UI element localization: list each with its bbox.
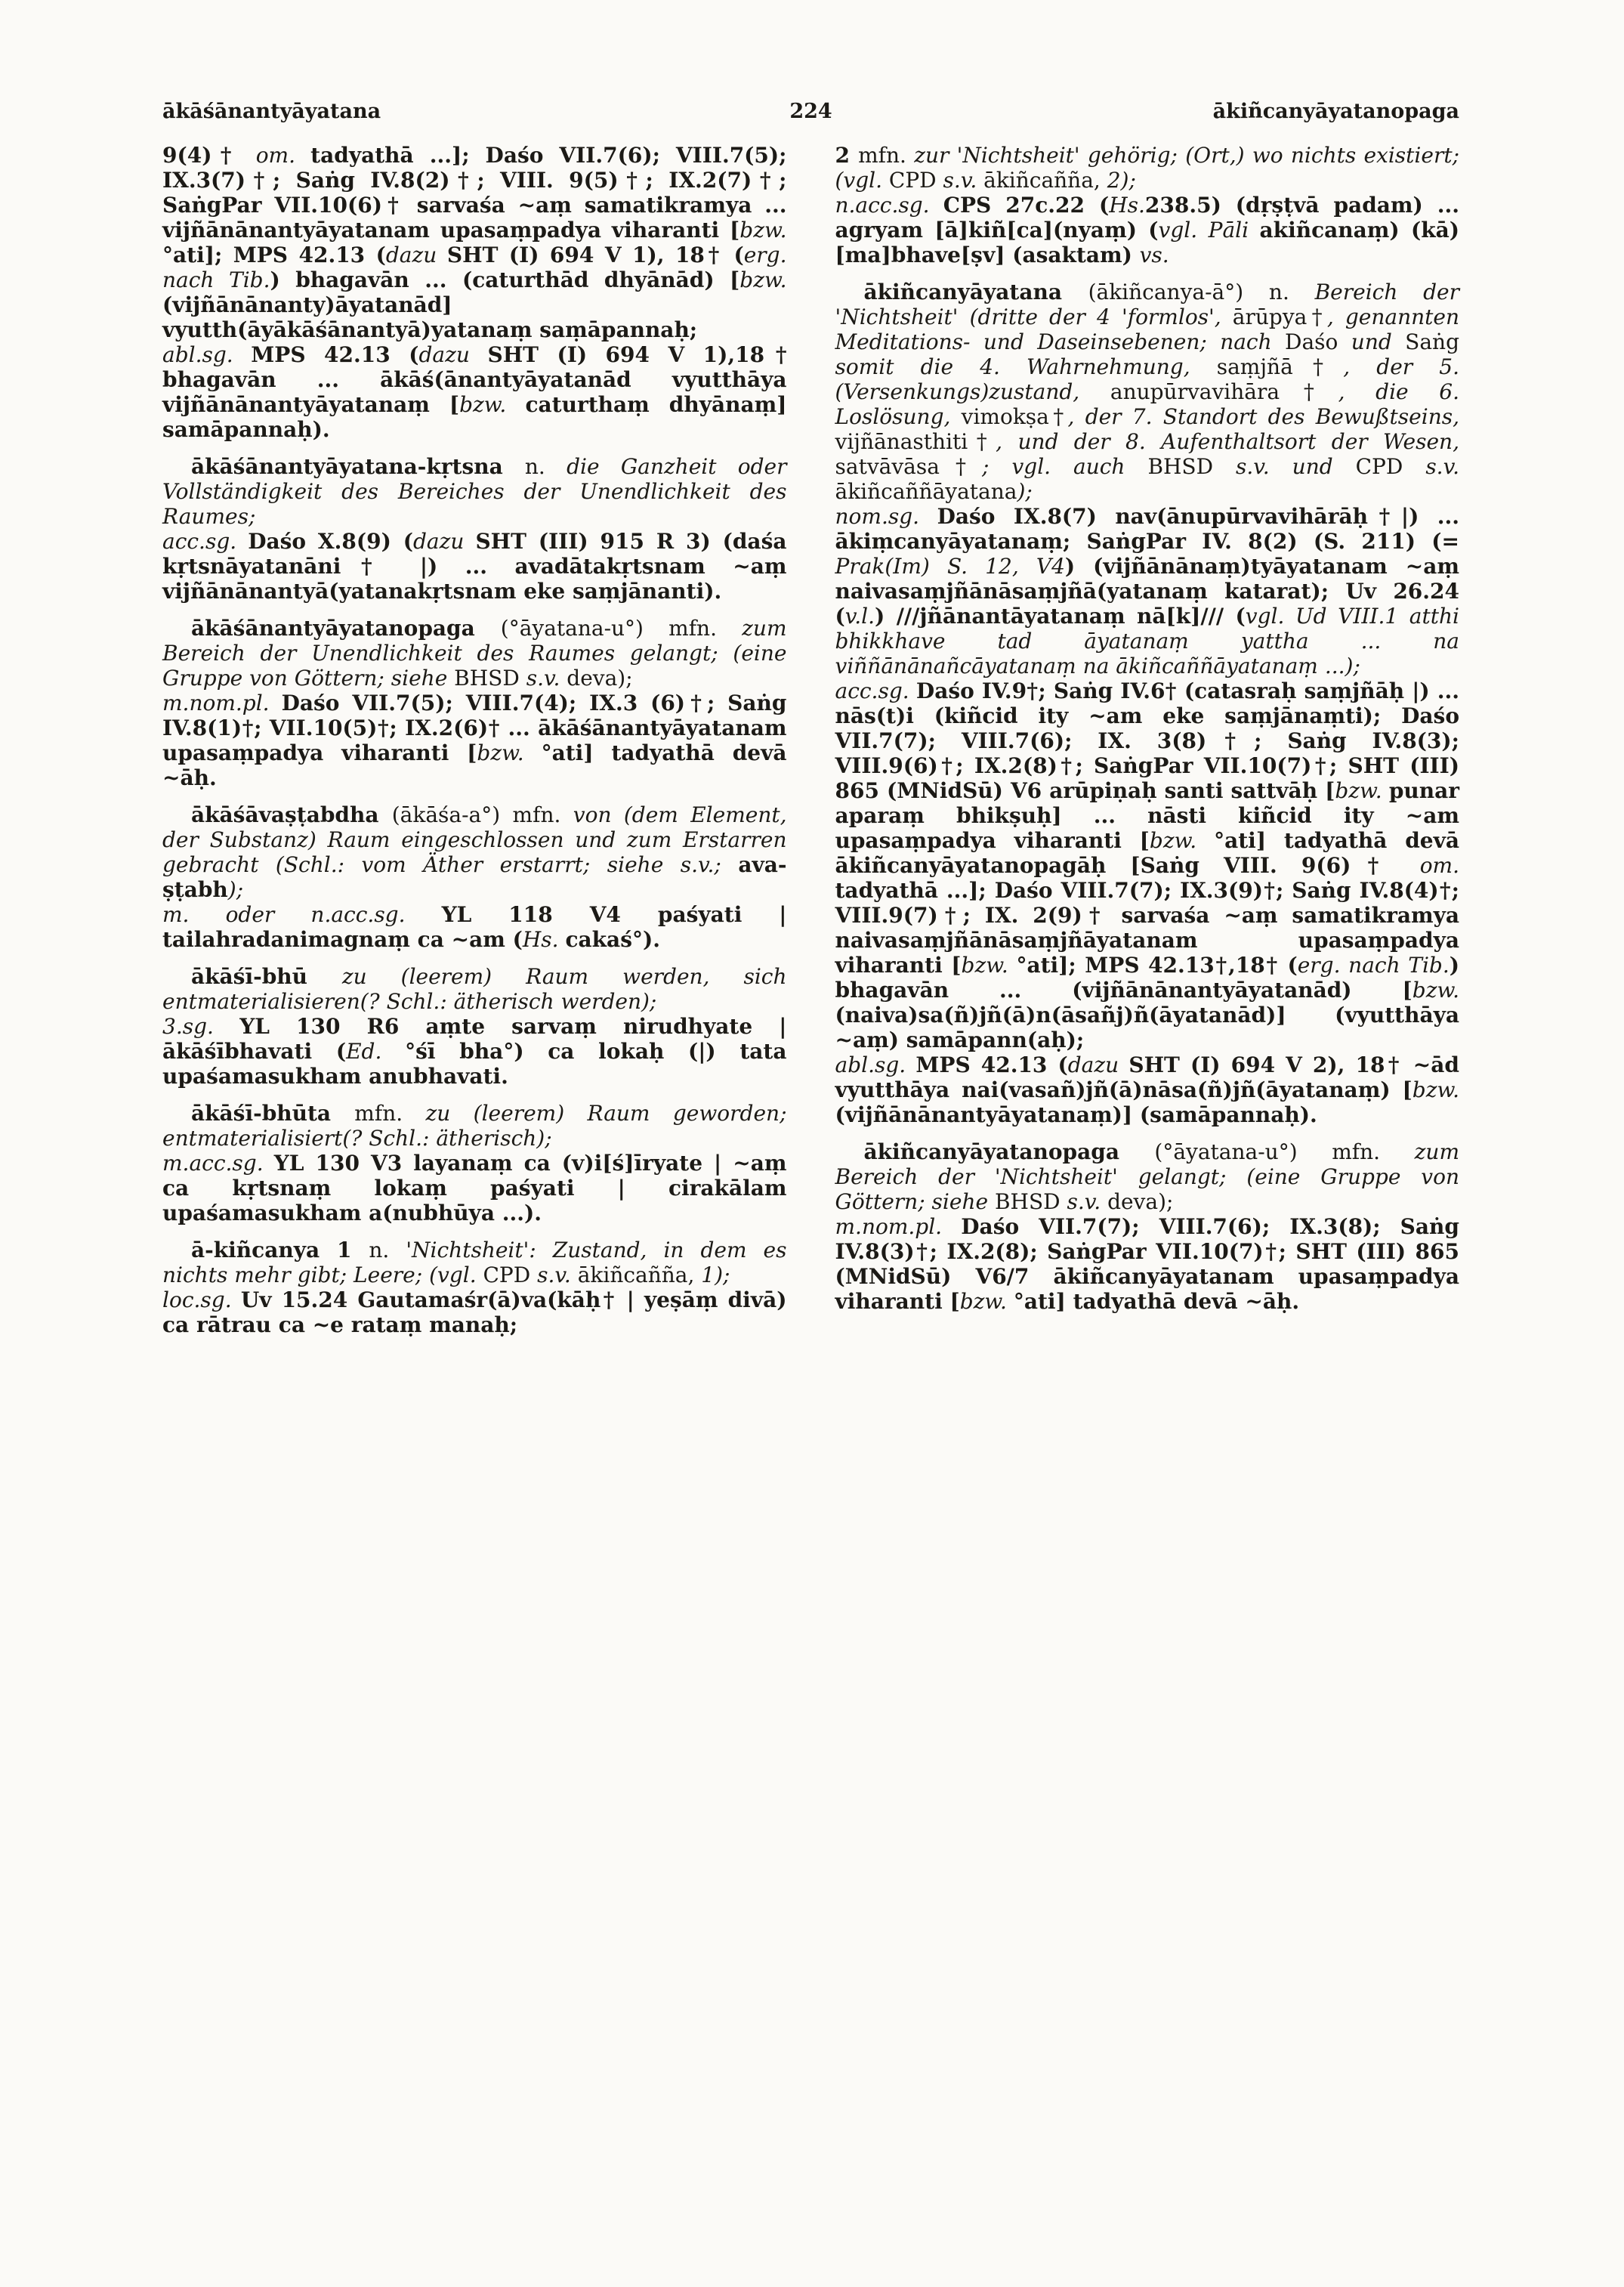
entry-paragraph [835,280,1460,504]
text-run: Daśo X.8(9) ( [248,529,413,554]
entry-paragraph [162,802,787,902]
text-run: von (dem Element, der Substanz) Raum eingeschlossen und zum Erstarren gebracht (Schl.: vom Äther erstarrt; siehe s.v.; [162,802,787,877]
text-run: m.acc.sg. [162,1151,274,1176]
text-run: Hs. [522,927,566,952]
text-run: v.l. [844,604,875,629]
text-run: cakaś°). [565,927,660,952]
text-run: Daśo IV.9†; Saṅg IV.6† (catasraḥ saṃjñāḥ |) ... nās(t)i (kiñcid ity ~am eke saṃjānaṃti); Daśo VII.7(7); VIII.7(6); IX. 3(8)†; Saṅg IV.8(3); VIII.9(6)†; IX.2(8)†; SaṅgPar VII.10(7)†; SHT (III) 865 (MNidSū) V6 arūpiṇaḥ santi sattvāḥ [ [835,678,1459,803]
dictionary-entry [162,964,787,1089]
text-run: ava-ṣṭabh [162,852,787,902]
text-run: ) ///jñānantāyatanaṃ nā[k]/// ( [875,604,1246,629]
text-run: zur 'Nichtsheit' gehörig; (Ort,) wo nichts existiert; (vgl. [835,143,1460,193]
text-run: dazu [418,342,488,367]
text-run: bzw. [459,392,526,417]
text-run: ārūpya† [1232,304,1327,329]
dictionary-entry [162,143,787,442]
entry-paragraph [835,504,1460,678]
text-run: CPD [888,168,943,193]
text-run: saṃjñā† [1216,354,1344,379]
text-run: YL 130 V3 layanaṃ ca (v)i[ś]īryate | ~aṃ ca kṛtsnaṃ lokaṃ paśyati | cirakālam upaśamasukham a(nubhūya ...). [162,1151,787,1225]
text-run: bzw. [739,218,787,243]
text-run: MPS 42.13 ( [251,342,419,367]
text-run: , genannten Meditations- und Daseinsebenen; nach [835,304,1459,354]
text-run: s.v. [526,666,567,691]
text-run: ) (vijñānānaṃ)tyāyatanam ~aṃ naivasaṃjñānāsaṃjñā(yatanaṃ katarat); Uv 26.24 ( [835,554,1459,629]
text-run: , der 5. (Versenkungs)zustand, [835,354,1459,404]
text-run: dazu [413,529,476,554]
text-run: ākāśānantyāyatanopaga [191,616,501,641]
text-run: BHSD [994,1189,1067,1214]
left-column [162,143,787,1337]
text-run: °ati] tadyathā devā ākiñcanyāyatanopagāḥ [Saṅg VIII. 9(6)† [835,828,1459,878]
text-run: acc.sg. [835,678,916,703]
dictionary-entry [162,1238,787,1337]
text-run: 1); [701,1262,730,1287]
text-run: anupūrvavihāra† [1110,379,1338,404]
text-run: om. [255,143,311,168]
entry-paragraph [162,902,787,952]
text-run: ākāśī-bhūta [191,1101,355,1126]
text-run: 'Nichtsheit': Zustand, in dem es nichts mehr gibt; Leere; (vgl. [162,1238,787,1287]
text-run: BHSD [454,666,526,691]
text-run: ākāśāvaṣṭabdha [191,802,392,827]
text-run: deva); [1107,1189,1174,1214]
text-run: , und der 8. Aufenthaltsort der Wesen, [996,429,1459,454]
text-run: tadyathā ...]; Daśo VIII.7(7); IX.3(9)†; Saṅg IV.8(4)†; VIII.9(7)†; IX. 2(9)† sarvaśa ~aṃ samatikramya naivasaṃjñānāsaṃjñāyatanam upasaṃpadya viharanti [ [835,878,1459,978]
text-run: n. [524,454,567,479]
entry-paragraph [162,964,787,1014]
text-run: s.v. [1425,454,1459,479]
text-run: zu (leerem) Raum werden, sich entmaterialisieren(? Schl.: ätherisch werden); [162,964,787,1014]
text-run: bzw. [1412,1077,1459,1102]
text-run: MPS 42.13 ( [915,1052,1068,1077]
text-run: 2); [1107,168,1136,193]
text-run: Uv 15.24 Gautamaśr(ā)va(kāḥ† | yeṣāṃ divā) ca rātrau ca ~e rataṃ manaḥ; [162,1287,787,1337]
text-run: ākiñcaññāyatana [835,479,1017,504]
text-run: ākiñcanyāyatanopaga [863,1139,1155,1164]
dictionary-entry [162,616,787,790]
entry-paragraph [835,1139,1460,1214]
text-run: satvāvāsa† [835,454,983,479]
text-run: 9(4)† [162,143,256,168]
entry-paragraph [162,691,787,790]
entry-paragraph [835,143,1460,193]
text-run: mfn. [858,143,915,168]
entry-paragraph [162,1287,787,1337]
text-run: ākāśī-bhū [191,964,342,989]
text-run: (ākiñcanya-ā°) n. [1088,280,1315,304]
text-run: 2 [835,143,859,168]
text-run: ); [227,877,244,902]
entry-paragraph [162,529,787,604]
text-run: SHT (I) 694 V 1),18† bhagavān ... ākāś(ānantyāyatanād vyutthāya vijñānānantyāyatanaṃ [ [162,342,787,417]
text-run: (°āyatana-u°) mfn. [500,616,743,641]
text-run: Daśo VII.7(5); VIII.7(4); IX.3 (6)†; Saṅg IV.8(1)†; VII.10(5)†; IX.2(6)† ... ākāśānantyāyatanam upasaṃpadya viharanti [ [162,691,787,765]
text-run: CPD [483,1262,538,1287]
text-run: , die 6. Loslösung, [835,379,1459,429]
text-run: (°āyatana-u°) mfn. [1154,1139,1415,1164]
text-run: Daśo IX.8(7) nav(ānupūrvavihārāḥ†|) ... ākiṃcanyāyatanaṃ; SaṅgPar IV. 8(2) (S. 211) (= [835,504,1460,554]
text-columns [162,143,1459,1337]
text-run: ākiñcanyāyatana [863,280,1088,304]
text-run: bzw. [1412,978,1459,1003]
header-right-keyword: ākiñcanyāyatanopaga [1212,100,1459,123]
text-run: ā-kiñcanya 1 [191,1238,369,1262]
text-run: BHSD [1147,454,1237,479]
text-run: ākāśānantyāyatana-kṛtsna [191,454,525,479]
text-run: zum Bereich der 'Nichtsheit' gelangt; (eine Gruppe von Göttern; siehe [835,1139,1459,1214]
text-run: vijñānasthiti† [835,429,996,454]
text-run: zu (leerem) Raum geworden; entmaterialisiert(? Schl.: ätherisch); [162,1101,787,1151]
text-run: deva); [567,666,633,691]
text-run: s.v. [1067,1189,1108,1214]
text-run: °ati] tadyathā devā ~āḥ. [162,740,787,790]
text-run: YL 118 V4 paśyati | tailahradanimagnaṃ ca ~am ( [162,902,787,952]
text-run: CPS 27c.22 ( [943,193,1110,218]
text-run: s.v. [943,168,984,193]
dictionary-entry [835,280,1460,1127]
dictionary-entry [162,1101,787,1225]
text-run: abl.sg. [162,342,252,367]
header-left-keyword: ākāśānantyāyatana [162,100,381,123]
text-run: Bereich der 'Nichtsheit' (dritte der 4 'formlos', [835,280,1459,329]
entry-paragraph [162,1101,787,1151]
text-run: s.v. und [1236,454,1356,479]
text-run: n. [369,1238,406,1262]
page-number: 224 [789,100,832,123]
text-run: Ed. [346,1039,406,1064]
dictionary-entry [162,454,787,604]
text-run: dazu [385,243,447,267]
text-run: vimokṣa† [961,404,1068,429]
text-run: m. oder n.acc.sg. [162,902,442,927]
entry-paragraph [162,143,787,342]
entry-paragraph [162,454,787,529]
text-run: 3.sg. [162,1014,240,1039]
text-run: °ati]; MPS 42.13†,18† ( [1016,953,1298,978]
text-run: YL 130 R6 aṃte sarvaṃ nirudhyate | ākāśībhavati ( [162,1014,787,1064]
text-run: n.acc.sg. [835,193,943,218]
text-run: ākiñcañña, [983,168,1107,193]
right-column [835,143,1460,1337]
text-run: loc.sg. [162,1287,241,1312]
text-run: bzw. [1335,778,1389,803]
text-run: 238.5) (dṛṣṭvā padam) ... agryam [ā]kiñ[ca](nyaṃ) ( [835,193,1460,243]
text-run: Prak(Im) S. 12, V4 [835,554,1065,579]
text-run: SHT (I) 694 V 2), 18† ~ād vyutthāya nai(vasañ)jñ(ā)nāsa(ñ)jñ(āyatanaṃ) [ [835,1052,1459,1102]
text-run: s.v. [537,1262,578,1287]
dictionary-entry [162,802,787,952]
text-run: m.nom.pl. [835,1214,962,1239]
text-run: tadyathā ...]; Daśo VII.7(6); VIII.7(5); IX.3(7)†; Saṅg IV.8(2)†; VIII. 9(5)†; IX.2(7)†; SaṅgPar VII.10(6)† sarvaśa ~aṃ samatikramya ... vijñānānantyāyatanam upasaṃpadya viharanti [ [162,143,787,243]
text-run: om. [1419,853,1459,878]
text-run: nom.sg. [835,504,937,529]
text-run: mfn. [354,1101,426,1126]
text-run: °ati]; MPS 42.13 ( [162,243,386,267]
text-run: °śī bha°) ca lokaḥ (|) tata upaśamasukham anubhavati. [162,1039,787,1089]
entry-paragraph [835,193,1460,267]
text-run: zum Bereich der Unendlichkeit des Raumes gelangt; (eine Gruppe von Göttern; siehe [162,616,787,691]
text-run: ) bhagavān ... (vijñānānantyāyatanād) [ [835,953,1460,1003]
text-run: (vijñānānantyāyatanaṃ)] (samāpannaḥ). [835,1102,1317,1127]
text-run: bzw. [961,953,1017,978]
text-run: punar aparaṃ bhikṣuḥ] ... nāsti kiñcid ity ~am upasaṃpadya viharanti [ [835,778,1460,853]
text-run: vgl. Ud VIII.1 atthi bhikkhave tad āyatanaṃ yattha ... na viññānānañcāyatanaṃ na ākiñcaññāyatanaṃ ...); [835,604,1459,678]
text-run: Saṅg [1405,329,1459,354]
text-run: (ākāśa-a°) mfn. [391,802,573,827]
text-run: Hs. [1109,193,1145,218]
entry-paragraph [835,678,1460,1052]
text-run: vgl. Pāli [1158,218,1260,243]
entry-paragraph [162,616,787,691]
text-run: SHT (I) 694 V 1), 18† ( [446,243,744,267]
text-run: die Ganzheit oder Vollständigkeit des Bereiches der Unendlichkeit des Raumes; [162,454,787,529]
entry-paragraph [835,1214,1460,1314]
text-run: und [1351,329,1406,354]
text-run: ākiñcañña, [577,1262,702,1287]
text-run: (vijñānānanty)āyatanād] vyutth(āyākāśānantyā)yatanaṃ saṃāpannaḥ; [162,292,698,342]
text-run: , der 7. Standort des Bewußtseins, [1067,404,1459,429]
entry-paragraph [162,1238,787,1287]
text-run: acc.sg. [162,529,249,554]
text-run: ) bhagavān ... (caturthād dhyānād) [ [270,267,740,292]
dictionary-entry [835,143,1460,267]
text-run: Daśo VII.7(7); VIII.7(6); IX.3(8); Saṅg IV.8(3)†; IX.2(8); SaṅgPar VII.10(7)†; SHT (III) 865 (MNidSū) V6/7 ākiñcanyāyatanam upasaṃpadya viharanti [ [835,1214,1459,1314]
text-run: dazu [1067,1052,1129,1077]
text-run: (naiva)sa(ñ)jñ(ā)n(āsañj)ñ(āyatanād)] (vyutthāya ~aṃ) samāpann(aḥ); [835,1003,1459,1052]
entry-paragraph [162,1151,787,1225]
dictionary-page [162,100,1459,1337]
text-run: bzw. [477,740,542,765]
entry-paragraph [835,1052,1460,1127]
text-run: bzw. [739,267,787,292]
text-run: somit die 4. Wahrnehmung, [835,354,1217,379]
entry-paragraph [162,342,787,442]
text-run: erg. nach Tib. [1297,953,1450,978]
text-run: SHT (III) 915 R 3) (daśa kṛtsnāyatanāni† |) ... avadātakṛtsnam ~aṃ vijñānānantyā(yatanakṛtsnam eke saṃjānanti). [162,529,787,604]
text-run: akiñcanaṃ) (kā)[ma]bhave[ṣv] (asaktam) [835,218,1459,267]
text-run: m.nom.pl. [162,691,282,715]
entry-paragraph [162,1014,787,1089]
text-run: ; vgl. auch [982,454,1148,479]
text-run: ); [1017,479,1033,504]
text-run: vs. [1139,243,1169,267]
text-run: abl.sg. [835,1052,916,1077]
page-header [162,100,1459,123]
text-run: bzw. [1149,828,1215,853]
text-run: Daśo [1285,329,1351,354]
text-run: CPD [1355,454,1426,479]
dictionary-entry [835,1139,1460,1314]
text-run: erg. nach Tib. [162,243,787,292]
text-run: °ati] tadyathā devā ~āḥ. [1013,1289,1300,1314]
text-run: bzw. [959,1289,1014,1314]
text-run: caturthaṃ dhyānaṃ] samāpannaḥ). [162,392,787,442]
